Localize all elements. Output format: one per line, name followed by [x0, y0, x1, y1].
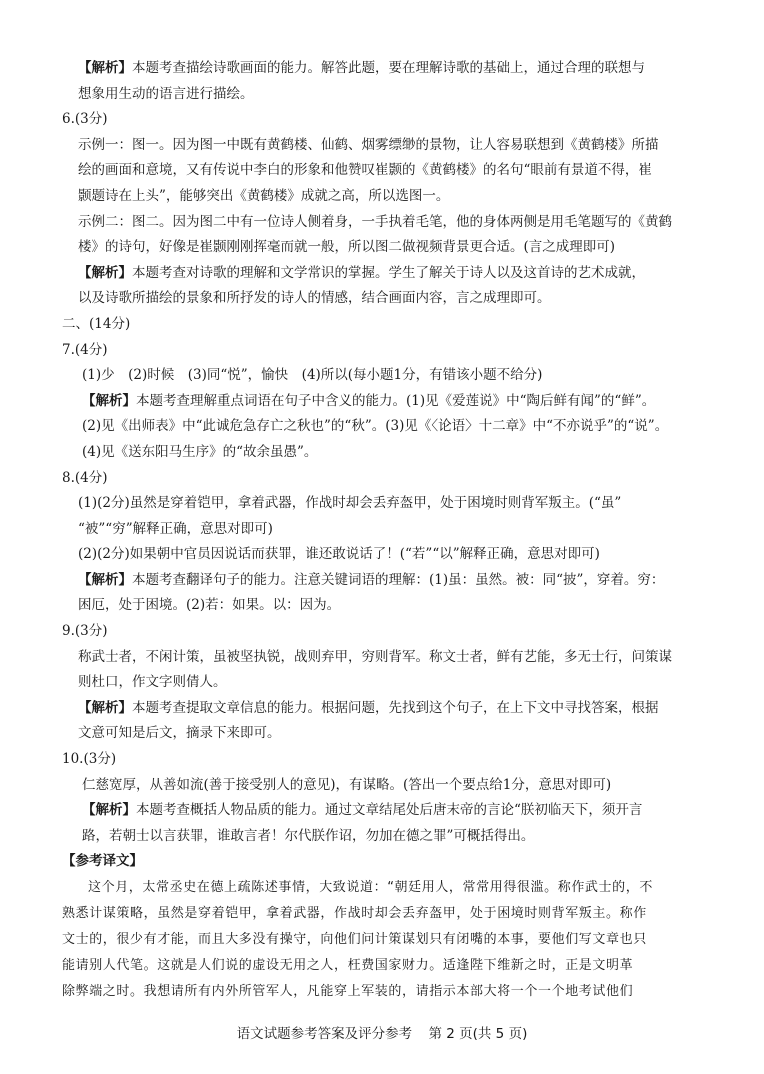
- section-tag: 【解析】: [78, 60, 132, 76]
- text-line: [62, 363, 714, 389]
- page-footer: [0, 1022, 764, 1042]
- line-text: 以及诗歌所描绘的景象和所抒发的诗人的情感，结合画面内容，言之成理即可。: [78, 290, 551, 307]
- text-line: [62, 184, 714, 210]
- translation-line: 文士的，很少有才能，而且大多没有操守，向他们问计策谋划只有闭嘴的本事，要他们写文章也只: [62, 932, 647, 947]
- text-line: [62, 440, 714, 466]
- line-text: 二、(14分): [62, 315, 131, 332]
- line-text: 则杜口，作文字则倩人。: [78, 674, 227, 691]
- text-line: [62, 261, 714, 287]
- text-line: [62, 542, 714, 568]
- line-text: 称武士者，不闲计策，虽被坚执锐，战则弃甲，穷则背军。称文士者，鲜有艺能，多无士行，问策谋: [78, 648, 672, 665]
- section-tag: 【解析】: [82, 392, 136, 409]
- text-line: [62, 466, 714, 492]
- line-text: “被”“穷”解释正确，意思对即可): [78, 520, 273, 537]
- line-text: 7.(4分): [62, 341, 108, 358]
- text-line: [62, 133, 714, 159]
- footer-doc-title: 语文试题参考答案及评分参考: [236, 1026, 413, 1042]
- text-line: [62, 747, 714, 773]
- text-line: [62, 235, 714, 261]
- text-line: [62, 798, 714, 824]
- translation-line: 熟悉计谋策略，虽然是穿着铠甲，拿着武器，作战时却会丢弃盔甲，处于困境时则背军叛主。称作: [62, 906, 647, 921]
- line-text: 8.(4分): [62, 469, 108, 486]
- text-line: [62, 389, 714, 415]
- text-line: [62, 312, 714, 338]
- line-text: 本题考查提取文章信息的能力。根据问题，先找到这个句子，在上下文中寻找答案，根据: [132, 699, 659, 716]
- text-line: [62, 849, 714, 875]
- answer-content: [62, 56, 714, 1005]
- text-line: [62, 491, 714, 517]
- text-line: [62, 773, 714, 799]
- line-text: 6.(3分): [62, 111, 108, 128]
- line-text: (2)见《出师表》中“此诚危急存亡之秋也”的“秋”。(3)见《〈论语〉十二章》中“不亦说乎”的“说”。: [82, 418, 669, 435]
- section-tag: 【参考译文】: [62, 853, 143, 870]
- text-line: [62, 593, 714, 619]
- text-line: [62, 414, 714, 440]
- line-text: 仁慈宽厚，从善如流(善于接受别人的意见)，有谋略。(答出一个要点给1分，意思对即可): [82, 776, 612, 793]
- section-tag: 【解析】: [78, 264, 132, 281]
- translation-line: 这个月，太常丞史在德上疏陈述事情，大致说道：“朝廷用人，常常用得很滥。称作武士的，不: [88, 880, 653, 895]
- line-text: (4)见《送东阳马生序》的“故余虽愚”。: [82, 443, 318, 460]
- line-text: 本题考查概括人物品质的能力。通过文章结尾处后唐末帝的言论“朕初临天下，须开言: [136, 802, 643, 819]
- line-text: 文意可知是后文，摘录下来即可。: [78, 725, 281, 742]
- text-line: [62, 568, 714, 594]
- line-text: 10.(3分): [62, 751, 117, 768]
- line-text: 想象用生动的语言进行描绘。: [78, 85, 254, 102]
- text-line: [62, 158, 714, 184]
- line-text: (1)(2分)虽然是穿着铠甲，拿着武器，作战时却会丢弃盔甲，处于困境时则背军叛主。(“虽”: [78, 495, 622, 512]
- text-line: [62, 721, 714, 747]
- line-text: 本题考查理解重点词语在句子中含义的能力。(1)见《爱莲说》中“陶后鲜有闻”的“鲜”。: [136, 392, 656, 409]
- line-text: 示例一：图一。因为图一中既有黄鹤楼、仙鹤、烟雾缥缈的景物，让人容易联想到《黄鹤楼》所描: [78, 136, 659, 153]
- section-tag: 【解析】: [78, 699, 132, 716]
- text-line: [62, 619, 714, 645]
- text-line: [62, 56, 714, 82]
- line-text: 楼》的诗句，好像是崔颢刚刚挥毫而就一般，所以图二做视频背景更合适。(言之成理即可): [78, 239, 616, 256]
- text-line: [62, 824, 714, 850]
- translation-line: 能请别人代笔。这就是人们说的虚设无用之人，枉费国家财力。适逢陛下维新之时，正是文明革: [62, 958, 634, 973]
- line-text: 路，若朝士以言获罪，谁敢言者！尔代朕作诏，勿加在德之罪”可概括得出。: [82, 827, 535, 844]
- line-text: 9.(3分): [62, 623, 108, 640]
- line-text: (2)(2分)如果朝中官员因说话而获罪，谁还敢说话了！(“若”“以”解释正确，意思对即可): [78, 546, 600, 563]
- text-line: [62, 645, 714, 671]
- line-text: 颢题诗在上头”，能够突出《黄鹤楼》成就之高，所以选图一。: [78, 187, 450, 204]
- line-text: 本题考查描绘诗歌画面的能力。解答此题，要在理解诗歌的基础上，通过合理的联想与: [132, 60, 645, 76]
- text-line: [62, 210, 714, 236]
- text-line: [62, 670, 714, 696]
- line-text: 本题考查翻译句子的能力。注意关键词语的理解：(1)虽：虽然。被：同“披”，穿着。穷：: [132, 571, 665, 588]
- line-text: 困厄，处于困境。(2)若：如果。以：因为。: [78, 597, 341, 614]
- line-text: 本题考查对诗歌的理解和文学常识的掌握。学生了解关于诗人以及这首诗的艺术成就，: [132, 264, 645, 281]
- text-line: [62, 286, 714, 312]
- line-text: 示例二：图二。因为图二中有一位诗人侧着身，一手执着毛笔，他的身体两侧是用毛笔题写的《黄鹤: [78, 213, 672, 230]
- text-line: [62, 696, 714, 722]
- section-tag: 【解析】: [78, 571, 132, 588]
- line-text: 绘的画面和意境，又有传说中李白的形象和他赞叹崔颢的《黄鹤楼》的名句“眼前有景道不得，崔: [78, 162, 652, 179]
- line-text: (1)少 (2)时候 (3)同“悦”，愉快 (4)所以(每小题1分，有错该小题不给分): [82, 367, 543, 384]
- text-line: [62, 338, 714, 364]
- text-line: [62, 517, 714, 543]
- text-line: [62, 82, 714, 108]
- translation-line: 除弊端之时。我想请所有内外所管军人，凡能穿上军装的，请指示本部大将一个一个地考试他们: [62, 984, 634, 999]
- footer-page-number: 第 2 页(共 5 页): [428, 1026, 528, 1042]
- section-tag: 【解析】: [82, 802, 136, 819]
- text-line: [62, 107, 714, 133]
